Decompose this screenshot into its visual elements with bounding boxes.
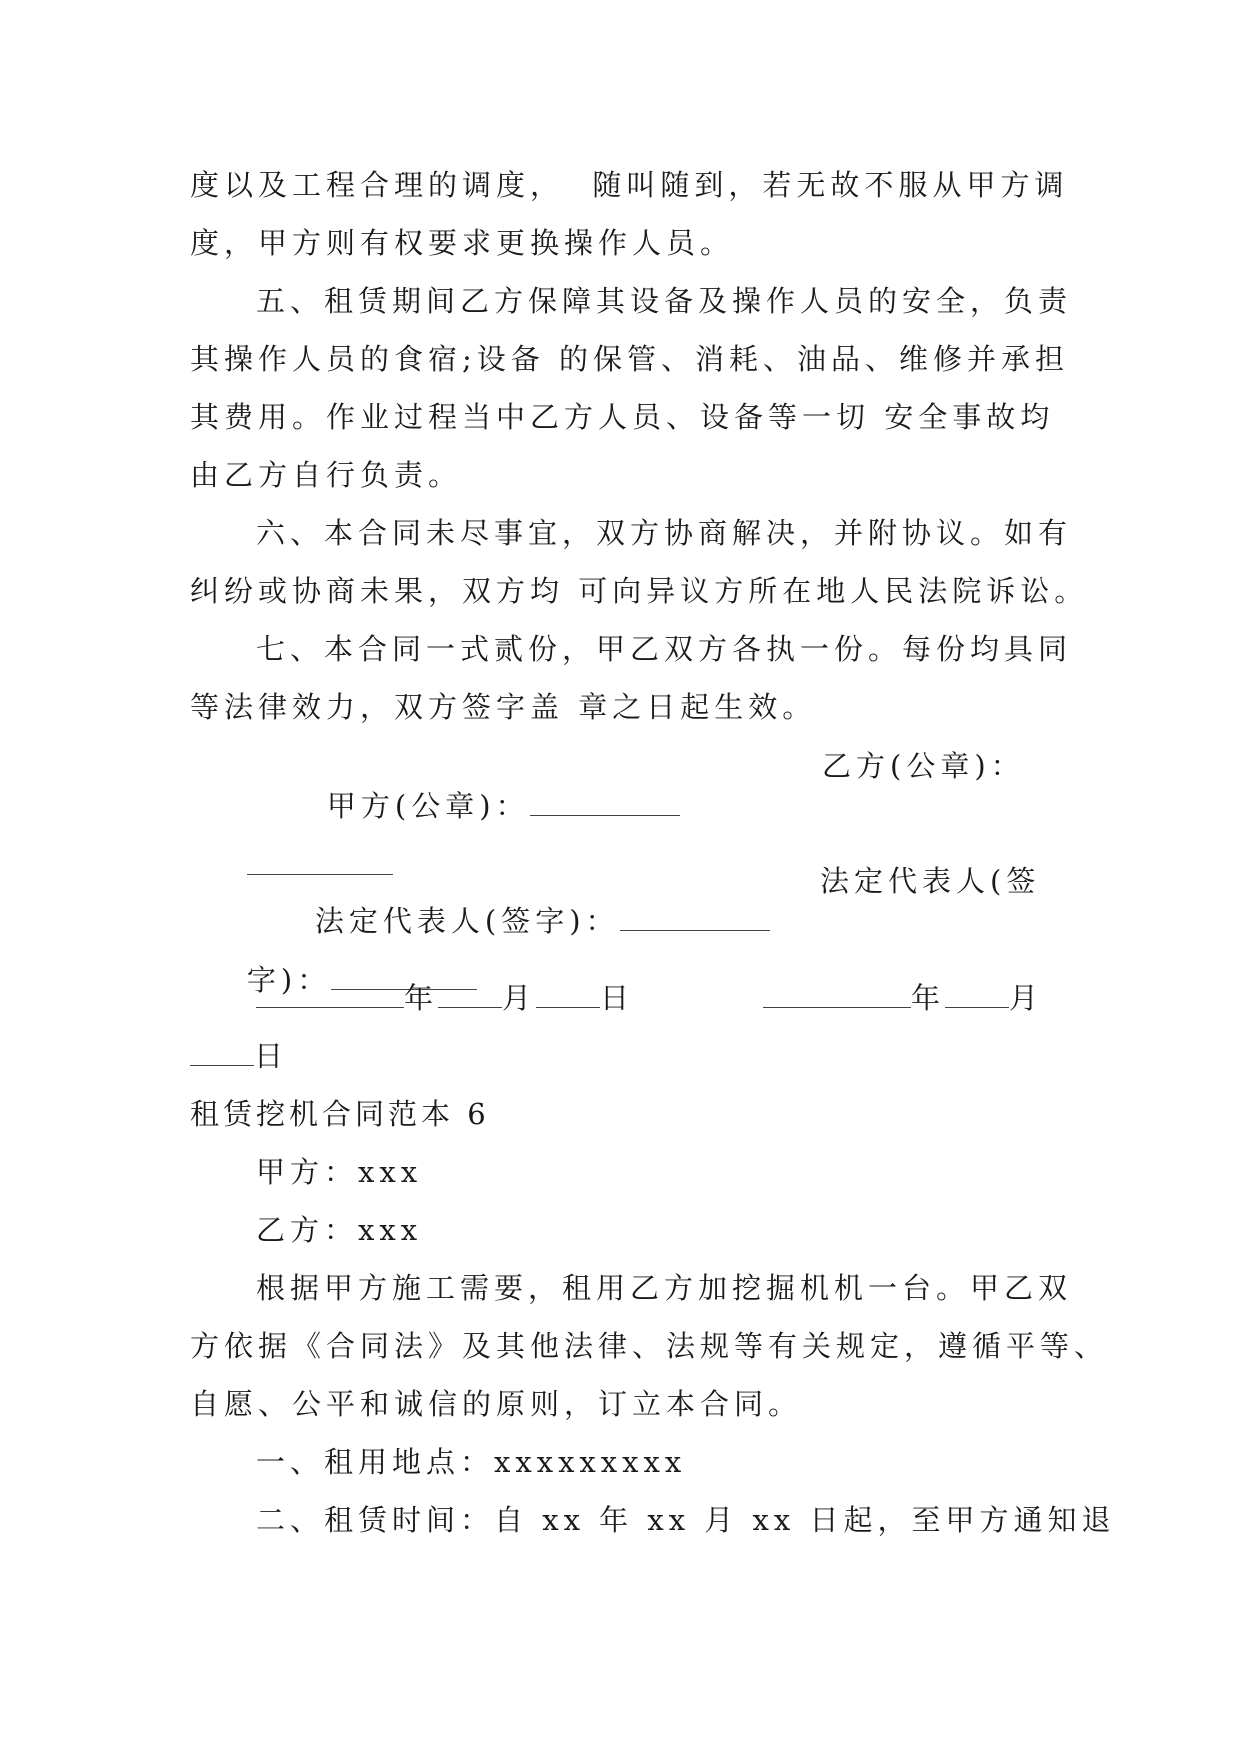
paragraph-line: 其操作人员的食宿;设备 的保管、消耗、油品、维修并承担	[190, 342, 1069, 376]
rep-a-blank	[620, 904, 770, 931]
paragraph-line: 其费用。作业过程当中乙方人员、设备等一切 安全事故均	[190, 400, 1055, 434]
month-label: 月	[502, 981, 537, 1015]
date-b-line	[763, 978, 1043, 1018]
party-a-seal-label: 甲方(公章)：	[326, 789, 530, 823]
clause-2-line: 二、租赁时间：自 xx 年 xx 月 xx 日起，至甲方通知退	[256, 1503, 1116, 1537]
day-label: 日	[600, 981, 635, 1015]
rep-b-label: 法定代表人(签	[820, 864, 1041, 898]
paragraph-line: 纠纷或协商未果，双方均 可向异议方所在地人民法院诉讼。	[190, 574, 1089, 608]
clause-1-line: 一、租用地点：xxxxxxxxx	[256, 1445, 687, 1479]
paragraph-line: 由乙方自行负责。	[190, 458, 463, 492]
date-a-year-blank	[256, 981, 404, 1008]
rep-a-label: 法定代表人(签字)：	[314, 904, 620, 938]
paragraph-line: 等法律效力，双方签字盖 章之日起生效。	[190, 690, 817, 724]
paragraph-line: 度以及工程合理的调度， 随叫随到，若无故不服从甲方调	[190, 168, 1069, 202]
date-a-month-blank	[438, 981, 502, 1008]
section-title: 租赁挖机合同范本 6	[190, 1097, 490, 1131]
date-a-line	[256, 978, 634, 1018]
party-b-seal-label: 乙方(公章)：	[822, 749, 1025, 783]
month-label: 月	[1009, 981, 1044, 1015]
clause-5-line: 五、租赁期间乙方保障其设备及操作人员的安全，负责	[256, 284, 1073, 318]
day-label: 日	[254, 1039, 289, 1073]
paragraph-line: 度，甲方则有权要求更换操作人员。	[190, 226, 735, 260]
date-b-year-blank	[763, 981, 911, 1008]
intro-line: 自愿、公平和诚信的原则，订立本合同。	[190, 1387, 803, 1421]
party-a-line: 甲方：xxx	[256, 1155, 423, 1189]
date-a-day-blank	[536, 981, 600, 1008]
rep-b-label-cont: 字)：	[246, 963, 332, 997]
date-b-day-line	[190, 1036, 288, 1076]
party-b-line: 乙方：xxx	[256, 1213, 423, 1247]
year-label: 年	[404, 981, 439, 1015]
clause-6-line: 六、本合同未尽事宜，双方协商解决，并附协议。如有	[256, 516, 1073, 550]
date-b-month-blank	[945, 981, 1009, 1008]
party-a-seal-blank	[530, 789, 680, 816]
intro-line: 方依据《合同法》及其他法律、法规等有关规定，遵循平等、	[190, 1329, 1109, 1363]
clause-7-line: 七、本合同一式贰份，甲乙双方各执一份。每份均具同	[256, 632, 1073, 666]
intro-line: 根据甲方施工需要，租用乙方加挖掘机机一台。甲乙双	[256, 1271, 1073, 1305]
date-b-day-blank	[190, 1039, 254, 1066]
year-label: 年	[911, 981, 946, 1015]
